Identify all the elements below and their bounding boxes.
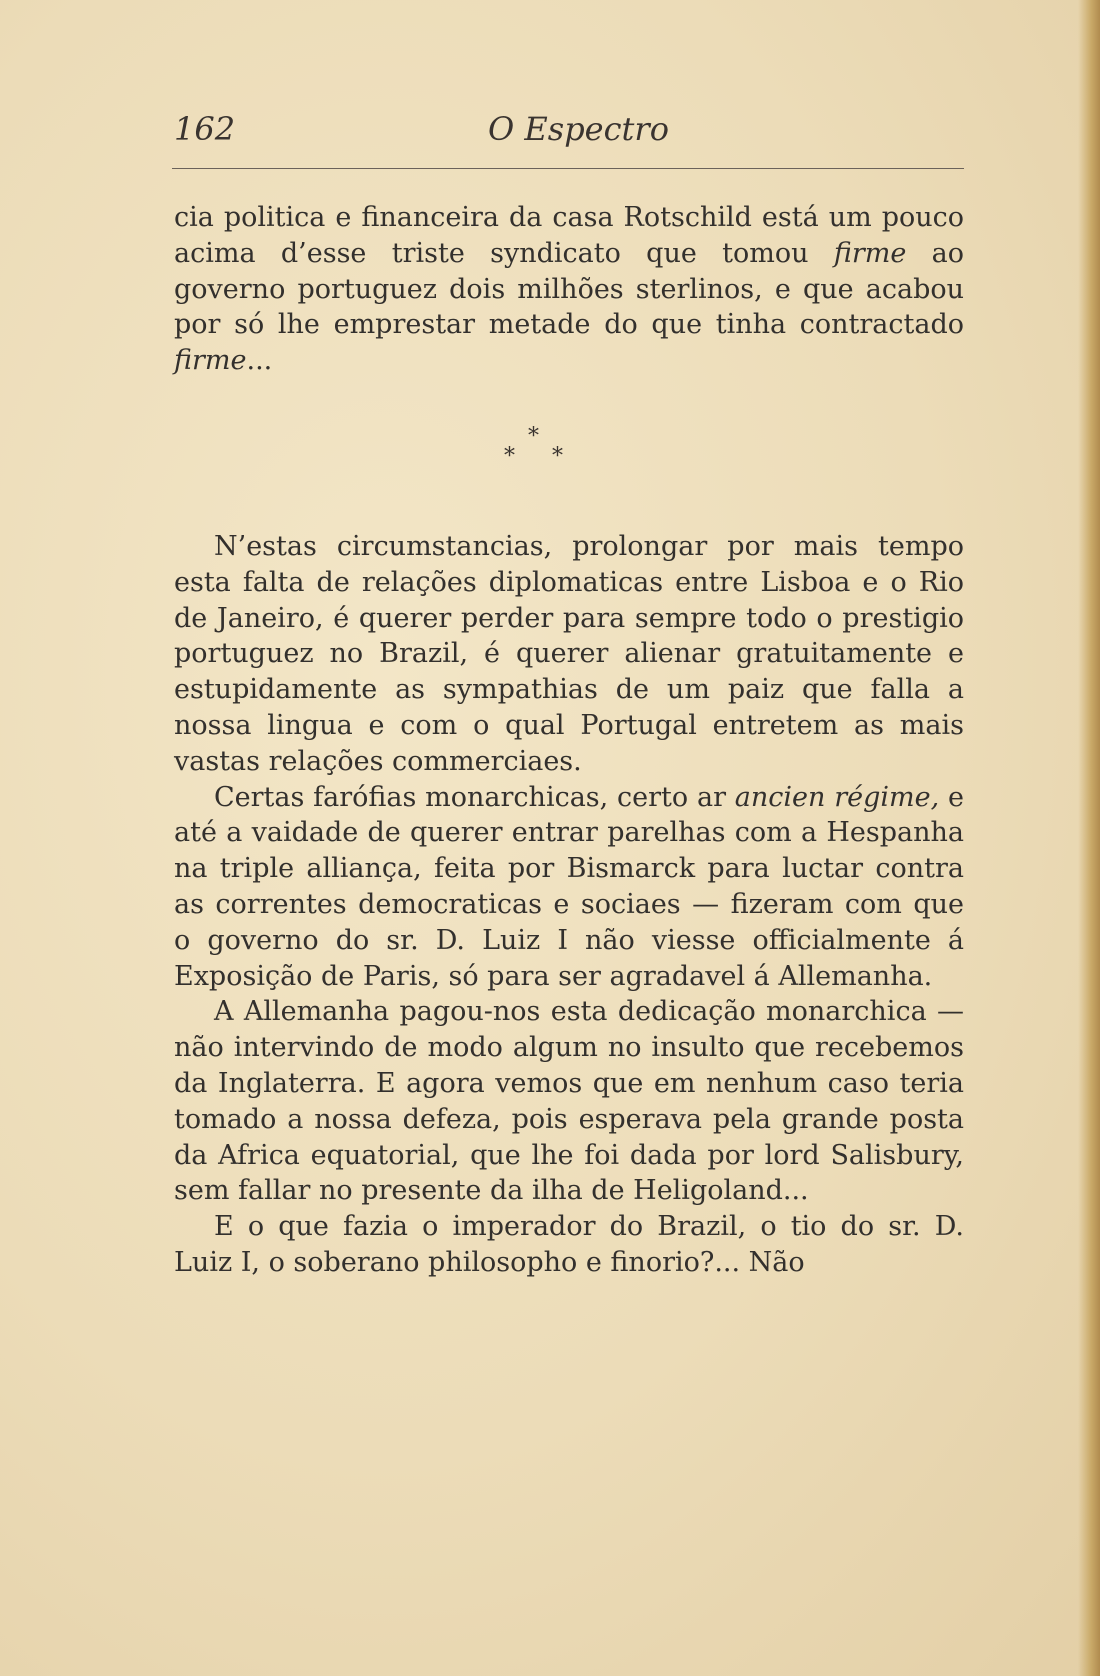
- page-edge-shadow: [1078, 0, 1100, 1676]
- running-title: O Espectro: [488, 110, 669, 148]
- paragraph: [174, 529, 964, 780]
- text-segment: N’estas circumstancias, prolongar por mais tempo esta falta de relações diplomaticas entre Lisboa e o Rio de Janeiro, é querer perder para sempre todo o prestigio portuguez no Brazil, é querer alienar gratuitamente e estupidamente as sympathias de um paiz que falla a nossa lingua e com o qual Portugal entretem as mais vastas relações commerciaes.: [174, 530, 964, 777]
- header-rule: [172, 168, 964, 169]
- text-segment: e até a vaidade de querer entrar parelhas com a Hespanha na triple alliança, feita por Bismarck para luctar contra as correntes democraticas e sociaes — fizeram com que o governo do sr. D. Luiz I não viesse officialmente á Exposição de Paris, só para ser agradavel á Allemanha.: [174, 781, 964, 992]
- italic-phrase: ancien régime,: [734, 781, 940, 813]
- section-asterism: [174, 379, 964, 529]
- text-segment: ao governo portuguez dois milhões sterlinos, e que acabou por só lhe emprestar metade do que tinha contractado: [174, 237, 964, 341]
- page-number: 162: [174, 110, 236, 148]
- running-header: [174, 110, 964, 160]
- asterisk-top: *: [528, 423, 539, 449]
- text-segment: cia politica e financeira da casa Rotschild está um pouco acima d’esse triste syndicato que tomou: [174, 202, 964, 269]
- text-segment: ...: [246, 345, 273, 377]
- italic-word: firme: [174, 345, 247, 377]
- text-segment: E o que fazia o imperador do Brazil, o tio do sr. D. Luiz I, o soberano philosopho e finorio?... Não: [174, 1211, 964, 1278]
- paragraph: [174, 780, 964, 995]
- paragraph: [174, 1209, 964, 1281]
- paragraph: [174, 994, 964, 1209]
- paragraph-continuation: [174, 200, 964, 379]
- body-text: [174, 200, 964, 1281]
- italic-word: firme: [833, 237, 907, 269]
- asterisk-left: *: [504, 443, 515, 469]
- text-segment: A Allemanha pagou-nos esta dedicação monarchica — não intervindo de modo algum no insulto que recebemos da Inglaterra. E agora vemos que em nenhum caso teria tomado a nossa defeza, pois esperava pela grande posta da Africa equatorial, que lhe foi dada por lord Salisbury, sem fallar no presente da ilha de Heligoland...: [174, 996, 964, 1207]
- asterisk-right: *: [552, 443, 563, 469]
- text-segment: Certas farófias monarchicas, certo ar: [214, 781, 735, 813]
